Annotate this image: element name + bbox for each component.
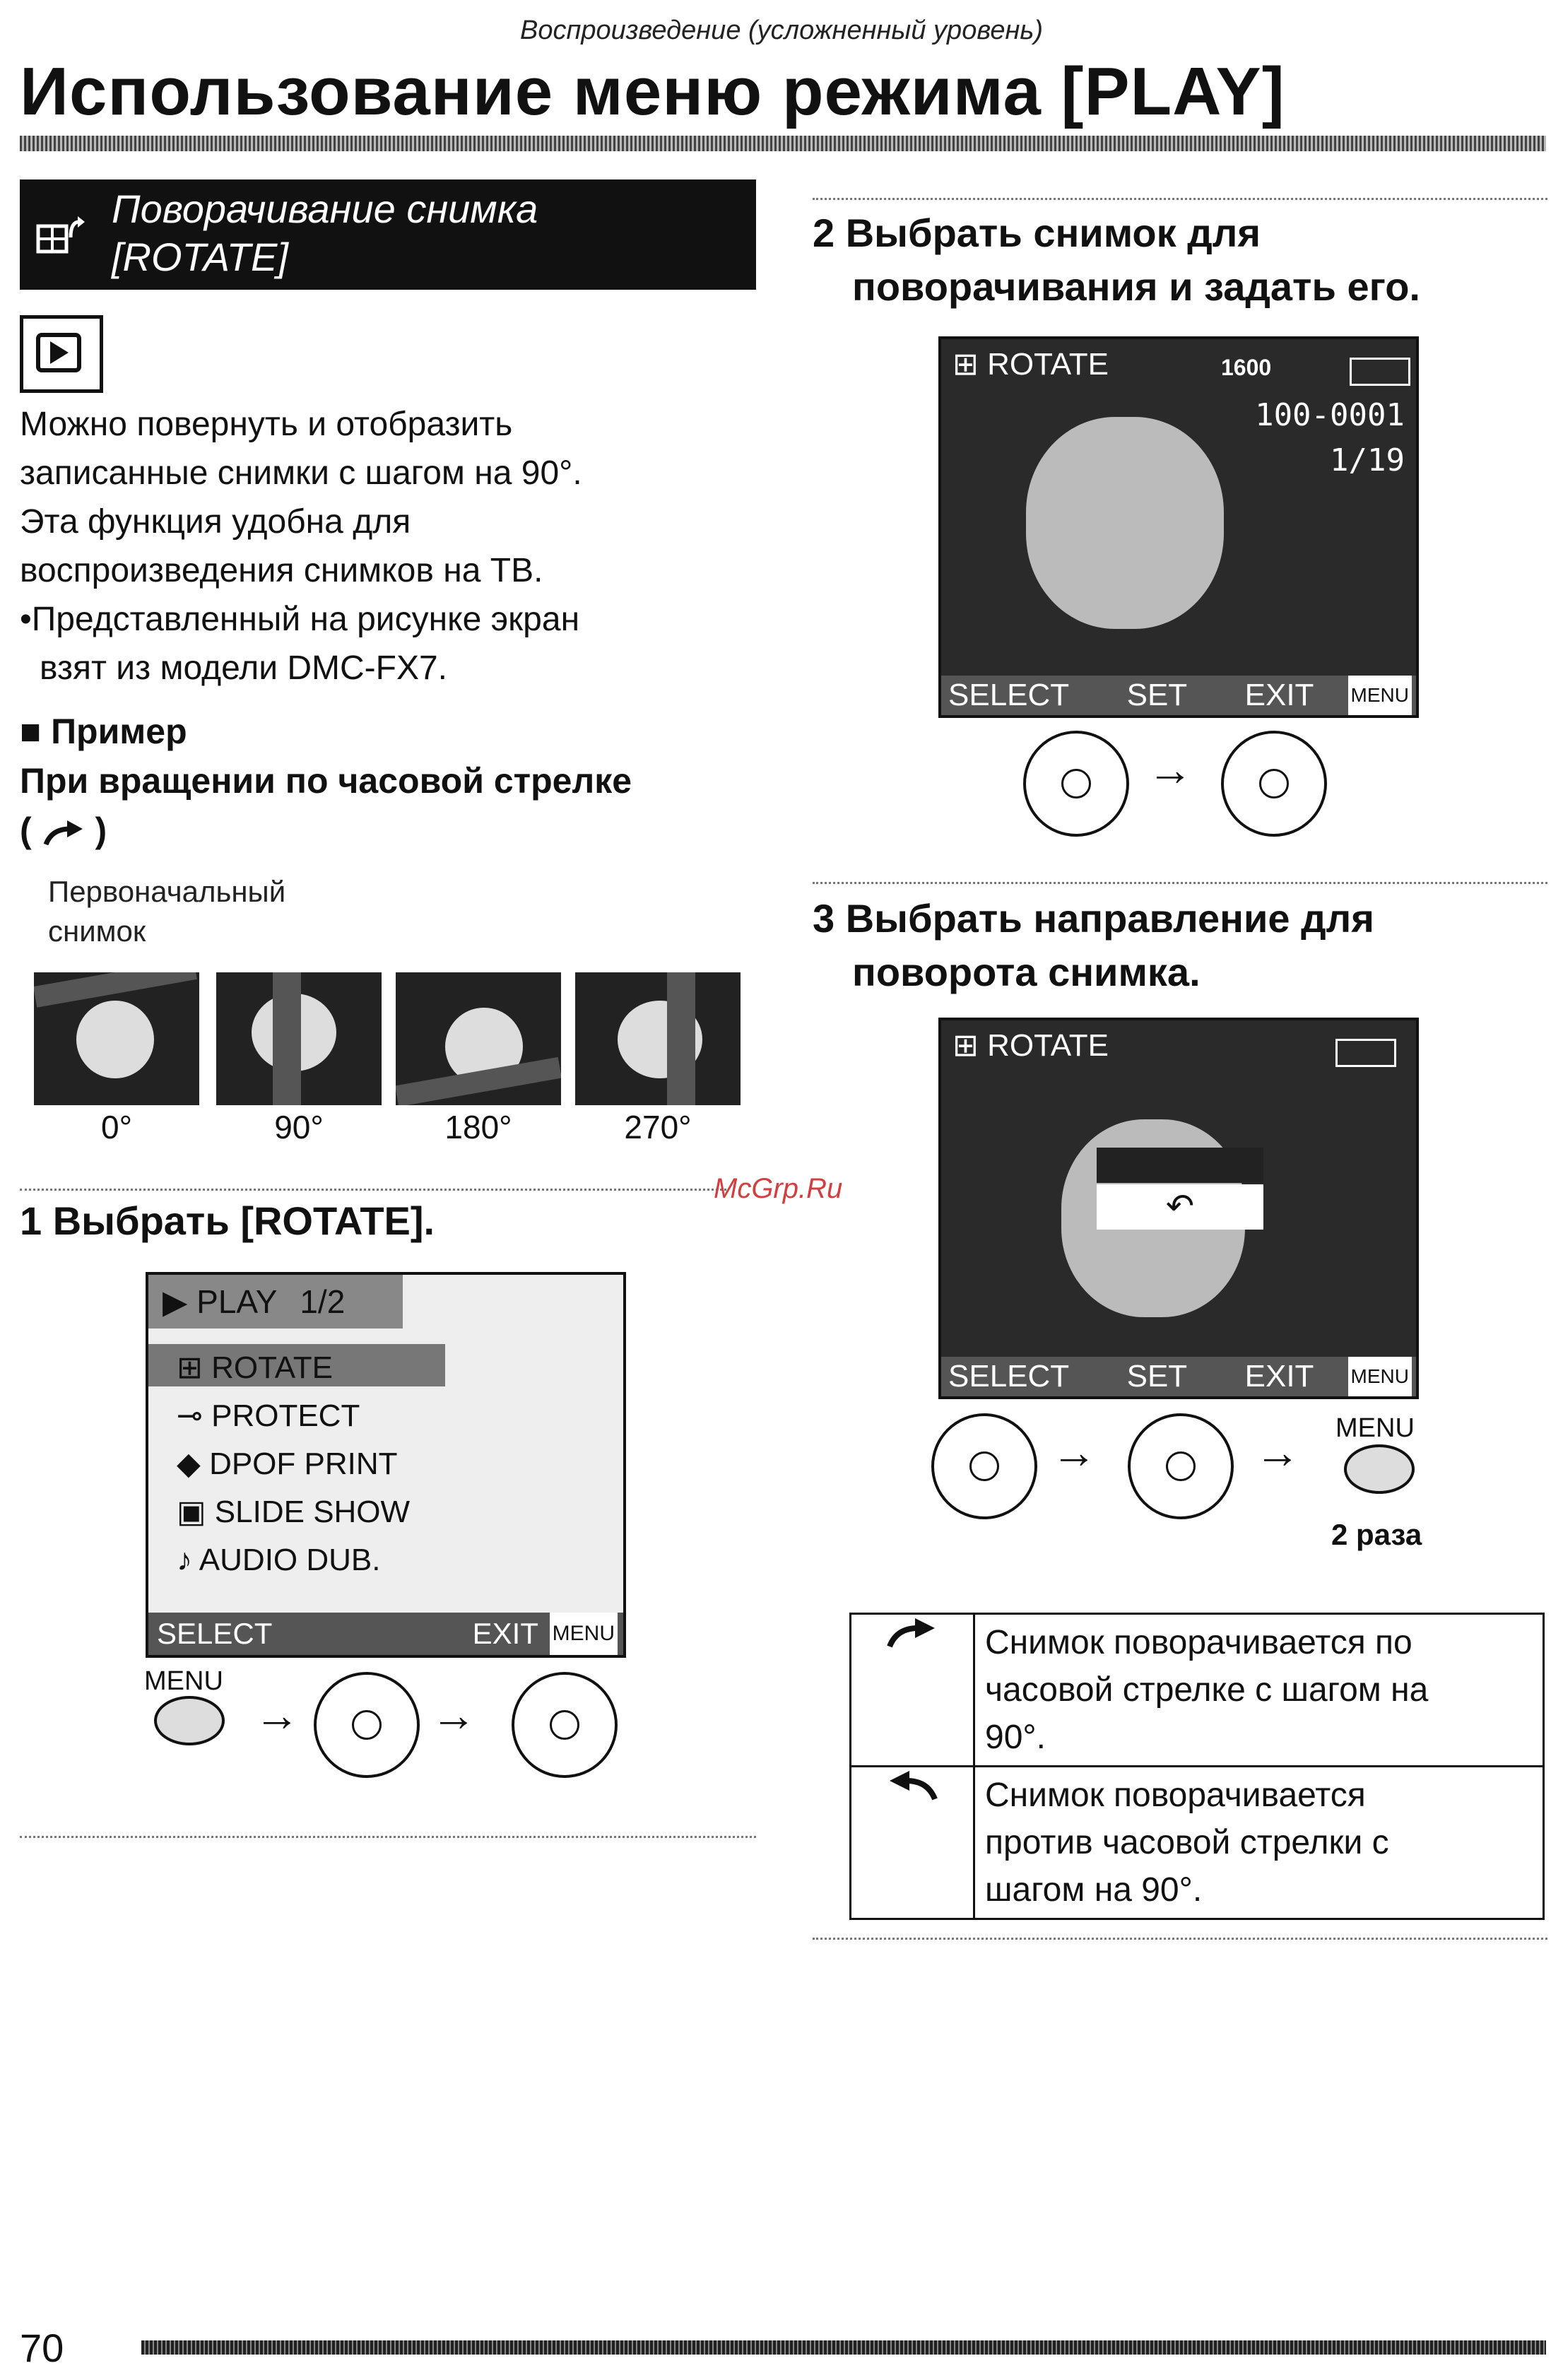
menu-item-audio-dub[interactable]: ♪ AUDIO DUB.: [177, 1543, 381, 1577]
rotate-icon: ⊞: [177, 1350, 212, 1385]
desc-line: Эта функция удобна для: [20, 503, 411, 541]
example-heading-icon: ( ): [20, 811, 107, 850]
file-number: 100-0001: [1255, 397, 1405, 433]
menu-item-slide-show[interactable]: ▣ SLIDE SHOW: [177, 1495, 411, 1529]
example-label: ■ Пример: [20, 712, 187, 751]
watermark: McGrp.Ru: [714, 1173, 843, 1204]
desc-bullet: •Представленный на рисунке экран: [20, 601, 580, 638]
press-count: 2 раза: [1331, 1518, 1422, 1551]
angle-label: 0°: [101, 1109, 132, 1145]
example-heading: При вращении по часовой стрелке: [20, 761, 632, 801]
divider: [813, 198, 1547, 200]
rotate-icon: ⊞: [952, 1028, 988, 1063]
menu-page: 1/2: [300, 1283, 346, 1320]
thumbnail-270: [575, 972, 741, 1105]
legend-row: [851, 1614, 1544, 1767]
screen-bottom-bar: SELECT SET EXIT MENU: [941, 676, 1416, 715]
slideshow-icon: ▣: [177, 1495, 215, 1529]
menu-button-label: MENU: [1335, 1413, 1415, 1443]
battery-icon: [1350, 358, 1410, 386]
angle-label: 270°: [624, 1109, 692, 1145]
menu-list: [177, 1344, 410, 1584]
arrow-right-icon: →: [1051, 1427, 1097, 1478]
title-underline: [20, 136, 1546, 151]
divider: [20, 1836, 756, 1838]
menu-title-bar: [148, 1275, 403, 1329]
counterclockwise-arrow-icon: [851, 1767, 974, 1919]
dpad-up-down[interactable]: [314, 1672, 420, 1778]
step-3: 3 Выбрать направление для поворота снимка.: [813, 896, 1374, 994]
play-icon: ▶: [163, 1283, 188, 1320]
arrow-right-icon: →: [1255, 1427, 1300, 1478]
mode-label: ⊞ ROTATE: [952, 347, 1109, 382]
step-1: [20, 1194, 435, 1248]
divider: [20, 1189, 726, 1191]
menu-button[interactable]: [1344, 1444, 1415, 1494]
desc-bullet: взят из модели DMC-FX7.: [40, 649, 448, 687]
step-number: 2: [813, 211, 835, 255]
rotate-select-screen: [938, 336, 1419, 718]
page-title: Использование меню режима [PLAY]: [20, 54, 1285, 129]
description: [20, 400, 726, 693]
clockwise-arrow-icon: [851, 1614, 974, 1767]
arrow-right-icon: →: [431, 1690, 476, 1740]
microphone-icon: ♪: [177, 1543, 199, 1577]
mode-label: ⊞ ROTATE: [952, 1028, 1109, 1063]
section-subtitle: Воспроизведение (усложненный уровень): [519, 16, 1044, 45]
section-title: Поворачивание снимка: [112, 187, 538, 231]
angle-label: 90°: [274, 1109, 324, 1145]
image-count: 1/19: [1330, 442, 1405, 478]
dpad-right[interactable]: [1128, 1413, 1234, 1519]
select-label: SELECT: [157, 1617, 273, 1650]
screen-bottom-bar: SELECT SET EXIT MENU: [941, 1357, 1416, 1396]
menu-bottom-bar: [148, 1613, 623, 1655]
dpad-left-right[interactable]: [1023, 731, 1129, 837]
arrow-right-icon: →: [1148, 744, 1193, 795]
rotate-direction-screen: [938, 1018, 1419, 1399]
menu-item-dpof-print[interactable]: ◆ DPOF PRINT: [177, 1447, 398, 1481]
rotate-option-ccw[interactable]: ↶: [1097, 1184, 1263, 1230]
menu-title: PLAY: [196, 1283, 277, 1320]
menu-button-label: MENU: [144, 1666, 223, 1696]
play-menu-screen: [146, 1272, 626, 1658]
rotation-legend: [849, 1613, 1545, 1920]
rotate-icon: ⊞: [952, 347, 988, 382]
divider: [813, 882, 1547, 884]
divider: [813, 1938, 1547, 1940]
thumbnail-0: [34, 972, 199, 1105]
dpad-down[interactable]: [1221, 731, 1327, 837]
menu-item-rotate[interactable]: ⊞ ROTATE: [177, 1350, 334, 1385]
thumbnail-90: [216, 972, 382, 1105]
dpad-up-down[interactable]: [931, 1413, 1037, 1519]
step-2: 2 Выбрать снимок для поворачивания и задать его.: [813, 211, 1420, 309]
legend-text: Снимок поворачивается против часовой стрелки с шагом на 90°.: [974, 1767, 1544, 1919]
legend-text: Снимок поворачивается по часовой стрелке с шагом на 90°.: [974, 1614, 1544, 1767]
print-icon: ◆: [177, 1447, 210, 1481]
section-header: [20, 179, 756, 290]
step-number: 3: [813, 896, 835, 941]
arrow-right-icon: →: [254, 1690, 300, 1740]
desc-line: записанные снимки с шагом на 90°.: [20, 454, 582, 492]
key-icon: ⊸: [177, 1398, 212, 1433]
section-title-code: [ROTATE]: [112, 235, 288, 279]
rotate-icon: [35, 213, 85, 256]
desc-line: воспроизведения снимков на ТВ.: [20, 552, 543, 589]
original-caption: Первоначальный снимок: [48, 875, 286, 948]
menu-item-protect[interactable]: ⊸ PROTECT: [177, 1398, 360, 1433]
step-number: 1: [20, 1198, 42, 1243]
footer-rule: [141, 2340, 1546, 2355]
angle-label: 180°: [444, 1109, 512, 1145]
menu-button[interactable]: [154, 1696, 225, 1745]
exit-label: EXIT: [472, 1617, 538, 1650]
thumbnail-180: [396, 972, 561, 1105]
dpad-right[interactable]: [512, 1672, 618, 1778]
iso-label: 1600: [1221, 355, 1272, 380]
legend-row: [851, 1767, 1544, 1919]
clockwise-arrow-icon: [42, 819, 85, 847]
page-number: 70: [20, 2326, 64, 2370]
play-mode-icon: [20, 315, 103, 393]
step-text: Выбрать [ROTATE].: [52, 1198, 435, 1243]
photo-subject: [1026, 417, 1224, 629]
rotate-option-cw[interactable]: [1097, 1148, 1263, 1183]
menu-tag: MENU: [550, 1613, 618, 1655]
battery-icon: [1335, 1039, 1396, 1067]
desc-line: Можно повернуть и отобразить: [20, 406, 513, 443]
example-block: [20, 707, 632, 855]
